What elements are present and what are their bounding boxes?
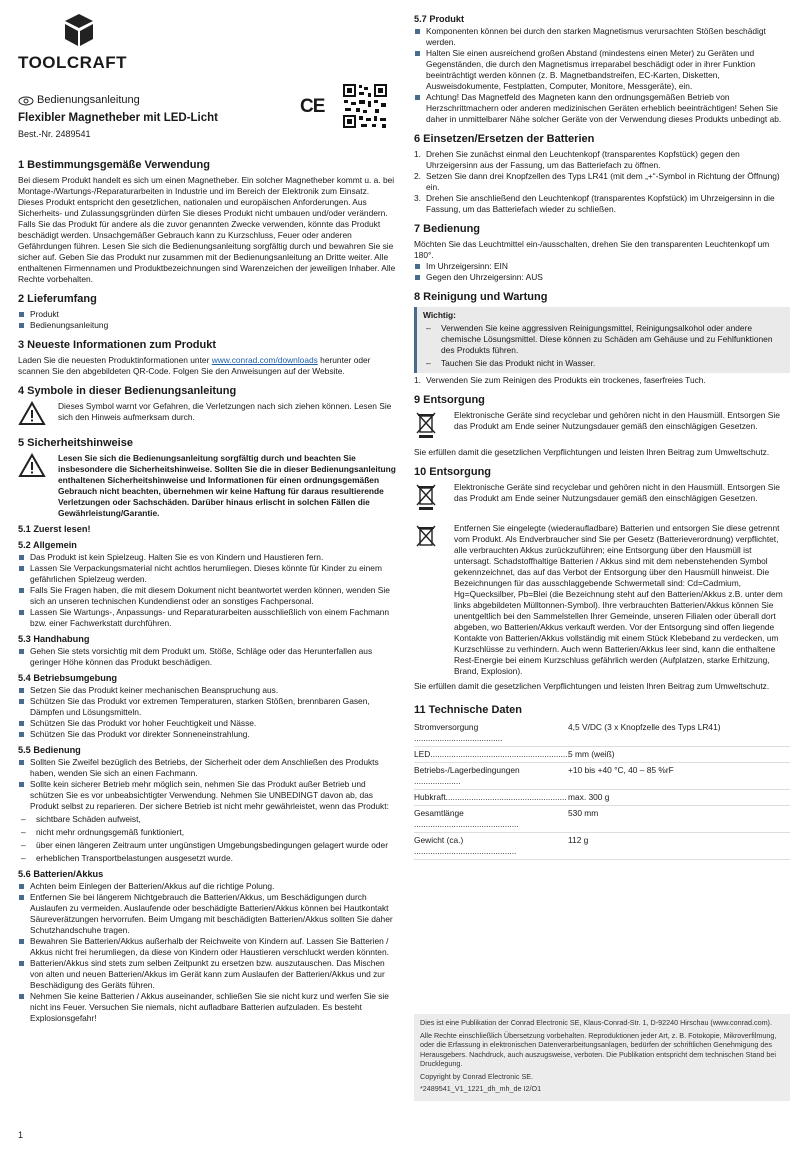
table-row [414, 763, 790, 790]
spec-value: 530 mm [568, 808, 599, 818]
section-2-heading: 2 Lieferumfang [18, 293, 97, 305]
step-number: 1. [414, 149, 421, 159]
battery-disposal-text: Entfernen Sie eingelegte (wiederaufladbare) Batterien und entsorgen Sie diese getrennt vom Produkt. Als Endverbraucher sind Sie per Gesetz (Batterieverordnung) verpflichtet, alle verbrauchten Akkus zurückzuführen; eine Entsorgung über den Hausmüll ist untersagt. Schadstoffhaltige Batterien / Akkus sind mit dem nebenstehenden Symbol gekennzeichnet, das auf das Verbot der Entsorgung über den Hausmüll hinweist. Die Bezeichnungen für das ausschlaggebende Schwermetall sind: Cd=Cadmium, Hg=Quecksilber, Pb=Blei (die Bezeichnung steht auf den Batterien/Akkus z.B. unter dem links abgebildeten Mülltonnen-Symbol). Ihre verbrauchten Batterien/Akkus können Sie unentgeltlich bei den Sammelstellen Ihrer Gemeinde, unseren Filialen oder überall dort abgeben, wo Batterien/Akkus verkauft werden. Vor der Entsorgung sind offen liegende Kontakte von Batterien/Akkus vollständig mit einem Stück Klebeband zu verdecken, um Kurzschlüsse zu verhindern. Auch wenn Batterien/Akkus leer sind, kann die enthaltene Rest-Energie bei einem Kurzschluss gefährlich werden (Aufplatzen, starke Erhitzung, Brand, Explosion). [454, 523, 783, 676]
warning-triangle-icon [18, 401, 46, 426]
step-item [414, 193, 790, 215]
page-number: 1 [18, 1130, 24, 1140]
battery-bin-icon-wrap [414, 523, 454, 556]
handling-list [18, 646, 396, 668]
crossed-bin-icon [414, 482, 438, 512]
step-text: Setzen Sie dann drei Knopfzellen des Typs LR41 (mit dem „+“-Symbol in Richtung der Öffnung) ein. [426, 171, 780, 192]
section-4-heading: 4 Symbole in dieser Bedienungsanleitung [18, 385, 237, 397]
section-3-text-start: Laden Sie die neuesten Produktinformationen unter [18, 355, 212, 365]
list-item: Sollten Sie Zweifel bezüglich des Betriebs, der Sicherheit oder dem Anschließen des Produkts haben, wenden Sie sich an einen Fachmann. [18, 757, 396, 779]
brand-block [18, 12, 396, 88]
list-item: Das Produkt ist kein Spielzeug. Halten Sie es von Kindern und Haustieren fern. [18, 552, 396, 563]
ce-mark: CE [300, 96, 325, 117]
spec-key: Betriebs-/Lagerbedingungen .................... [414, 765, 520, 786]
list-item: Produkt [18, 309, 396, 320]
list-item: Entfernen Sie bei längerem Nichtgebrauch die Batterien/Akkus, um Beschädigungen durch Auslaufen zu vermeiden. Auslaufende oder beschädigte Batterien/Akkus können bei Hautkontakt Säureverätzungen hervorrufen. Beim Umgang mit beschädigten Batterien/Akkus sollten Sie daher Schutzhandschuhe tragen. [18, 892, 396, 936]
list-item: Falls Sie Fragen haben, die mit diesem Dokument nicht beantwortet werden können, wenden Sie sich an unseren technischen Kundendienst oder an sonstiges Fachpersonal. [18, 585, 396, 607]
section-6-heading: 6 Einsetzen/Ersetzen der Batterien [414, 133, 595, 145]
safety-icon-wrap [18, 453, 58, 481]
list-item: Achtung! Das Magnetfeld des Magneten kann den ordnungsgemäßen Betrieb von Herzschrittmachern oder anderen medizinischen Geräten erheblich beeinträchtigen! Sehen Sie daher in unmittelbarer Nähe solcher Geräte von der Verwendung dieses Produkts unbedingt ab. [414, 92, 790, 125]
spec-key: Stromversorgung ...................................... [414, 722, 503, 743]
right-column [414, 12, 790, 860]
step-number: 2. [414, 171, 421, 181]
spec-value: 112 g [568, 835, 589, 845]
section-3-heading: 3 Neueste Informationen zum Produkt [18, 339, 217, 351]
list-item: Halten Sie einen ausreichend großen Abstand (mindestens einen Meter) zu Geräten und Gegenständen, die durch den Magnetismus irreparabel beschädigt oder in ihrer Funktion beeinträchtigt werden können (z. B. Magnetbandstreifen, EC-Karten, Disketten, Ausweisdokumente, Festplatten, Computer, Monitore, Messgeräte), ein. [414, 48, 790, 92]
step-text: Verwenden Sie zum Reinigen des Produkts ein trockenes, faserfreies Tuch. [426, 375, 706, 385]
list-item: Bedienungsanleitung [18, 320, 396, 331]
list-item: Achten beim Einlegen der Batterien/Akkus auf die richtige Polung. [18, 881, 396, 892]
list-item: Gehen Sie stets vorsichtig mit dem Produkt um. Stöße, Schläge oder das Herunterfallen aus geringer Höhe können das Produkt beschädigen. [18, 646, 396, 668]
toolcraft-logo-icon [62, 12, 96, 48]
table-row [414, 720, 790, 747]
left-column [18, 12, 396, 1024]
section-9-heading: 9 Entsorgung [414, 394, 485, 406]
list-item: Lassen Sie Verpackungsmaterial nicht achtlos herumliegen. Dieses könnte für Kinder zu einem gefährlichen Spielzeug werden. [18, 563, 396, 585]
bin-icon-wrap [414, 482, 454, 515]
list-item: Sollte kein sicherer Betrieb mehr möglich sein, nehmen Sie das Produkt außer Betrieb und schützen Sie es vor unbeabsichtigter Verwendung. Nehmen Sie UNBEDINGT davon ab, das Produkt selbst zu reparieren. Der sichere Betrieb ist nicht mehr gewährleistet, wenn das Produkt: [18, 779, 396, 812]
step-text: Drehen Sie zunächst einmal den Leuchtenkopf (transparentes Kopfstück) gegen den Uhrzeigersinn aus der Fassung, um das Batteriefach zu öffnen. [426, 149, 740, 170]
warning-icon-wrap [18, 401, 58, 429]
important-list [423, 323, 784, 369]
section-5-6-heading: 5.6 Batterien/Akkus [18, 869, 104, 879]
environment-list [18, 685, 396, 740]
dash-item: – Verwenden Sie keine aggressiven Reinigungsmittel, Reinigungsalkohol oder andere chemische Lösungsmittel. Diese können zu Schäden am Gehäuse und zu Fehlfunktionen des Produkts führen. [423, 323, 784, 356]
section-5-7-heading: 5.7 Produkt [414, 14, 465, 24]
section-3-text-end: herunter oder scannen Sie den abgebildeten QR-Code. Folgen Sie den Anweisungen auf der Website. [18, 355, 371, 376]
list-item: Im Uhrzeigersinn: EIN [414, 261, 790, 272]
safety-intro-row [18, 453, 396, 519]
delivery-list [18, 309, 396, 331]
section-1-text: Bei diesem Produkt handelt es sich um einen Magnetheber. Ein solcher Magnetheber kommt u. a. bei Montage-/Wartungs-/Reparaturarbeiten in Industrie und im Bereich der Elektronik zum Einsatz. Dieses Produkt entspricht den gesetzlichen, nationalen und europäischen Anforderungen. Aus Sicherheits- und Zulassungsgründen dürfen Sie dieses Produkt nicht umbauen und/oder verändern. Falls Sie das Produkt für andere als die zuvor genannten Zwecke verwenden, könnte das Produkt beschädigt werden. Unsachgemäßer Gebrauch kann zu Kurzschluss, Feuer oder anderen Gefährdungen führen. Lesen Sie sich die Bedienungsanleitung sorgfältig durch und bewahren Sie sie sicher auf. Geben Sie das Produkt nur zusammen mit der Bedienungsanleitung an Dritte weiter. Alle enthaltenen Firmennamen und Produktbezeichnungen sind Warenzeichen der jeweiligen Inhaber. Alle Rechte vorbehalten. [18, 175, 396, 284]
section-7-text: Möchten Sie das Leuchtmittel ein-/ausschalten, drehen Sie den transparenten Leuchtenkopf um 180°. [414, 239, 770, 260]
crossed-bin-icon [414, 410, 438, 440]
spec-value: max. 300 g [568, 792, 610, 802]
crossed-battery-bin-icon [414, 523, 438, 553]
cleaning-steps [414, 375, 790, 386]
safety-intro-text: Lesen Sie sich die Bedienungsanleitung sorgfältig durch und beachten Sie insbesondere die Sicherheitshinweise. Sollten Sie die in dieser Bedienungsanleitung enthaltenen Sicherheitshinweise und Informationen für einen ordnungsgemäßen Gebrauch nicht beachten, übernehmen wir keine Haftung für daraus resultierende Verletzungen oder Sachschäden. Darüber hinaus erlischt in solchen Fällen die Gewährleistung/Garantie. [58, 453, 396, 518]
section-10-after: Sie erfüllen damit die gesetzlichen Verpflichtungen und leisten Ihren Beitrag zum Umweltschutz. [414, 681, 770, 691]
section-5-5-heading: 5.5 Bedienung [18, 745, 81, 755]
section-9-after: Sie erfüllen damit die gesetzlichen Verpflichtungen und leisten Ihren Beitrag zum Umweltschutz. [414, 447, 770, 457]
spec-key: Gesamtlänge ............................................. [414, 808, 519, 829]
dash-item: – sichtbare Schäden aufweist, [18, 814, 396, 825]
section-7-heading: 7 Bedienung [414, 223, 481, 235]
imprint-line: Alle Rechte einschließlich Übersetzung vorbehalten. Reproduktionen jeder Art, z. B. Fotokopie, Mikroverfilmung, oder die Erfassung in elektronischen Datenverarbeitungsanlagen, bedürfen der schriftlichen Genehmigung des Herausgebers. Nachdruck, auch auszugsweise, verboten. Die Publikation entspricht dem technischen Stand bei Drucklegung. [420, 1030, 777, 1068]
battery-list [18, 881, 396, 1024]
section-5-3-heading: 5.3 Handhabung [18, 634, 90, 644]
spec-value: +10 bis +40 °C, 40 – 85 %rF [568, 765, 674, 775]
step-item [414, 375, 790, 386]
manual-label-row [18, 94, 396, 107]
disposal-row [414, 410, 790, 443]
battery-disposal-row [414, 523, 790, 677]
table-row [414, 833, 790, 860]
section-10-text: Elektronische Geräte sind recyclebar und gehören nicht in den Hausmüll. Entsorgen Sie das Produkt am Ende seiner Nutzungsdauer gemäß den einschlägigen Gesetzen. [454, 482, 780, 503]
operation-dash-list [18, 814, 396, 864]
spec-key: Gewicht (ca.) ............................................ [414, 835, 517, 856]
imprint-footer [414, 1014, 790, 1101]
list-item: Setzen Sie das Produkt keiner mechanischen Beanspruchung aus. [18, 685, 396, 696]
list-item: Lassen Sie Wartungs-, Anpassungs- und Reparaturarbeiten ausschließlich von einem Fachmann bzw. einer Fachwerkstatt durchführen. [18, 607, 396, 629]
spec-key: LED............................................................ [414, 749, 570, 759]
manual-label: Bedienungsanleitung [37, 94, 140, 106]
qr-code-icon [342, 83, 388, 129]
list-item: Gegen den Uhrzeigersinn: AUS [414, 272, 790, 283]
dash-item: – über einen längeren Zeitraum unter ungünstigen Umgebungsbedingungen gelagert wurde oder [18, 840, 396, 851]
imprint-line: Copyright by Conrad Electronic SE. [420, 1071, 534, 1081]
section-5-heading: 5 Sicherheitshinweise [18, 437, 133, 449]
section-10-heading: 10 Entsorgung [414, 466, 492, 478]
downloads-link[interactable]: www.conrad.com/downloads [211, 355, 318, 365]
disposal-row-2 [414, 482, 790, 515]
table-row [414, 747, 790, 763]
list-item: Bewahren Sie Batterien/Akkus außerhalb der Reichweite von Kindern auf. Lassen Sie Batterien / Akkus nicht frei herumliegen, da diese von Kindern oder Haustieren verschluckt werden könnten. [18, 936, 396, 958]
table-row [414, 806, 790, 833]
order-number: Best.-Nr. 2489541 [18, 129, 91, 139]
section-11-heading: 11 Technische Daten [414, 704, 523, 716]
list-item: Schützen Sie das Produkt vor extremen Temperaturen, starken Stößen, brennbaren Gasen, Dämpfen und Lösungsmitteln. [18, 696, 396, 718]
list-item: Komponenten können bei durch den starken Magnetismus verursachten Stößen beschädigt werden. [414, 26, 790, 48]
list-item: Batterien/Akkus sind stets zum selben Zeitpunkt zu ersetzen bzw. auszutauschen. Das Mischen von alten und neuen Batterien/Akkus im Gerät kann zum Auslaufen der Batterien/Akkus und zur Beschädigung des Geräts führen. [18, 958, 396, 991]
section-9-text: Elektronische Geräte sind recyclebar und gehören nicht in den Hausmüll. Entsorgen Sie das Produkt am Ende seiner Nutzungsdauer gemäß den einschlägigen Gesetzen. [454, 410, 780, 431]
general-list [18, 552, 396, 629]
step-text: Drehen Sie anschließend den Leuchtenkopf (transparentes Kopfstück) im Uhrzeigersinn in die Fassung, um das Batteriefach wieder zu schließen. [426, 193, 775, 214]
section-5-4-heading: 5.4 Betriebsumgebung [18, 673, 118, 683]
bin-icon-wrap [414, 410, 454, 443]
spec-table [414, 720, 790, 860]
switch-list [414, 261, 790, 283]
section-1-heading: 1 Bestimmungsgemäße Verwendung [18, 159, 210, 171]
step-item [414, 171, 790, 193]
eye-icon [18, 96, 34, 106]
step-item [414, 149, 790, 171]
section-5-2-heading: 5.2 Allgemein [18, 540, 77, 550]
battery-steps [414, 149, 790, 215]
imprint-line: *2489541_V1_1221_dh_mh_de I2/O1 [420, 1084, 542, 1093]
spec-value: 5 mm (weiß) [568, 749, 615, 759]
important-box [414, 307, 790, 373]
section-8-heading: 8 Reinigung und Wartung [414, 291, 548, 303]
dash-item: – Tauchen Sie das Produkt nicht in Wasser. [423, 358, 784, 369]
warning-triangle-icon [18, 453, 46, 478]
list-item: Schützen Sie das Produkt vor hoher Feuchtigkeit und Nässe. [18, 718, 396, 729]
spec-value: 4,5 V/DC (3 x Knopfzelle des Typs LR41) [568, 722, 721, 732]
list-item: Schützen Sie das Produkt vor direkter Sonneneinstrahlung. [18, 729, 396, 740]
list-item: Nehmen Sie keine Batterien / Akkus auseinander, schließen Sie sie nicht kurz und werfen Sie sie nicht ins Feuer. Versuchen Sie niemals, nicht aufladbare Batterien aufzuladen. Es besteht Explosionsgefahr! [18, 991, 396, 1024]
section-4-text: Dieses Symbol warnt vor Gefahren, die Verletzungen nach sich ziehen können. Lesen Sie sich den Hinweis aufmerksam durch. [58, 401, 392, 422]
dash-item: – erheblichen Transportbelastungen ausgesetzt wurde. [18, 853, 396, 864]
spec-key: Hubkraft.................................................... [414, 792, 567, 802]
important-title: Wichtig: [423, 310, 456, 320]
section-3-text [18, 355, 396, 377]
warning-symbol-row [18, 401, 396, 429]
imprint-line: Dies ist eine Publikation der Conrad Electronic SE, Klaus-Conrad-Str. 1, D-92240 Hirschau (www.conrad.com). [420, 1018, 772, 1027]
step-number: 3. [414, 193, 421, 203]
brand-name: TOOLCRAFT [18, 53, 128, 72]
step-number: 1. [414, 375, 421, 385]
dash-item: – nicht mehr ordnungsgemäß funktioniert, [18, 827, 396, 838]
product-list [414, 26, 790, 125]
table-row [414, 790, 790, 806]
product-title: Flexibler Magnetheber mit LED-Licht [18, 112, 218, 124]
operation-list [18, 757, 396, 812]
section-5-1-heading: 5.1 Zuerst lesen! [18, 524, 91, 534]
